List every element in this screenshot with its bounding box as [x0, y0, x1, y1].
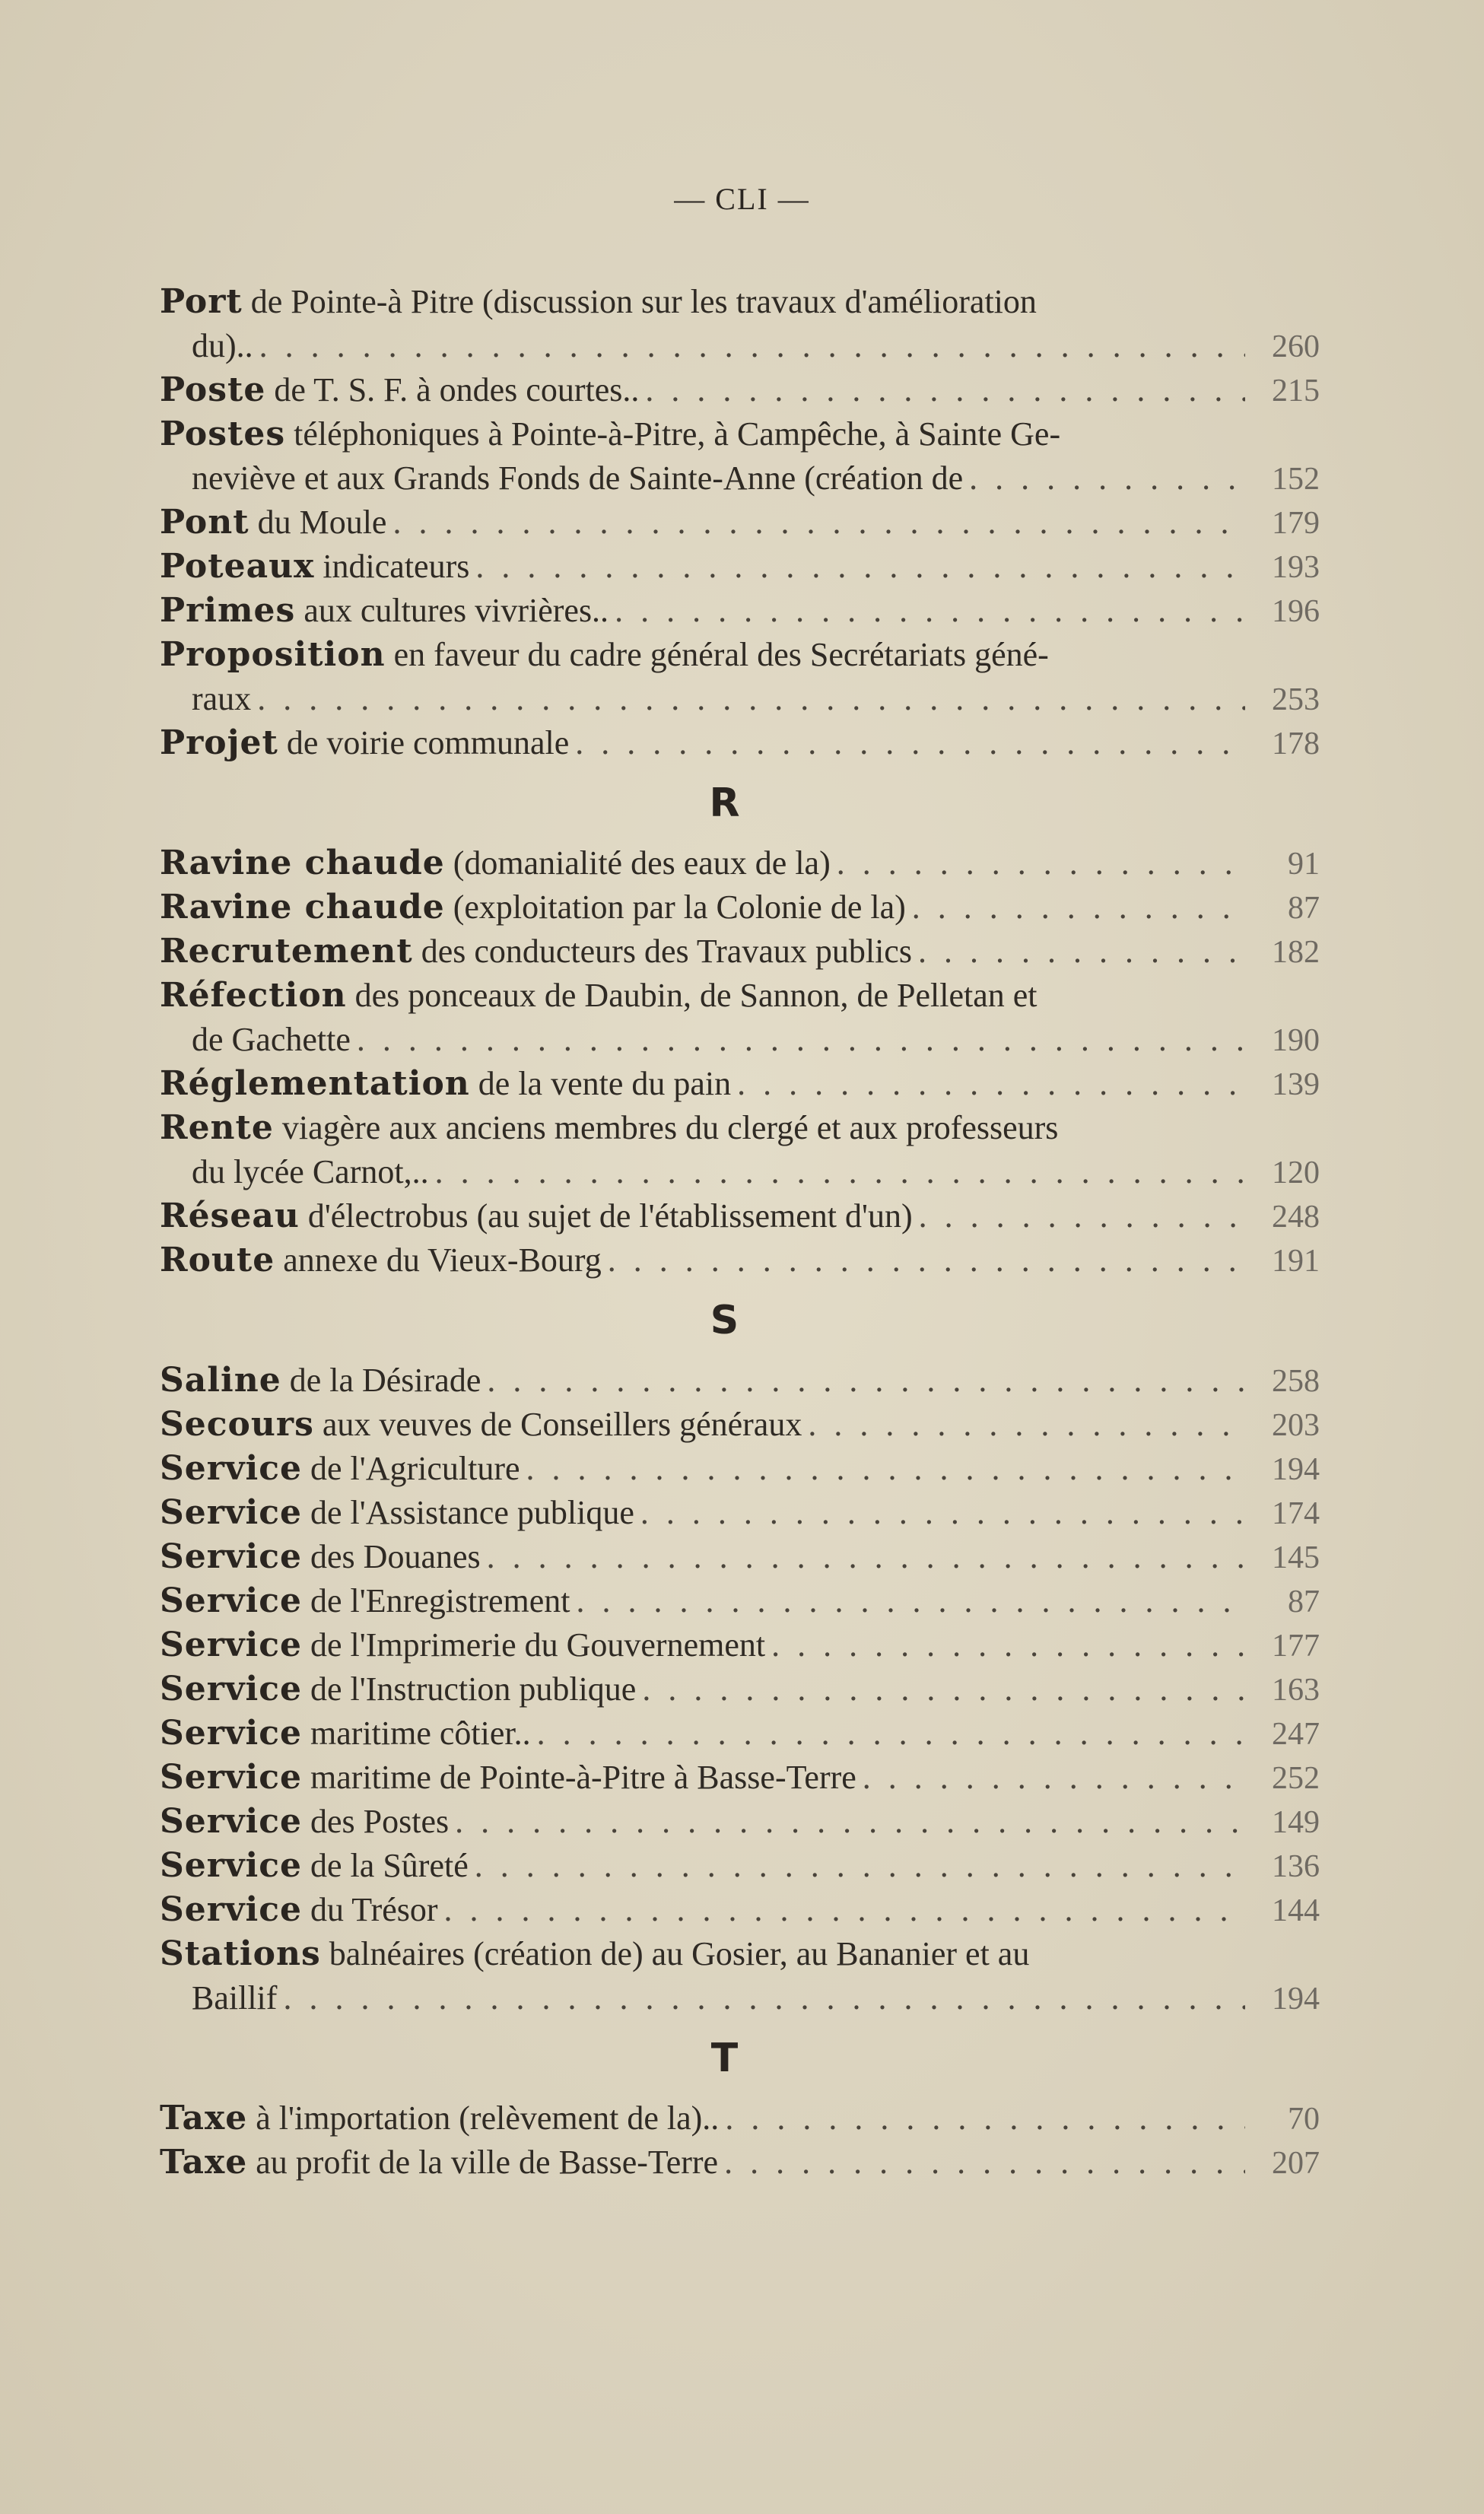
entry-description: de la Désirade — [289, 1362, 481, 1399]
entry-line — [160, 324, 1320, 368]
index-entry — [160, 1491, 1320, 1535]
page-number: 191 — [1272, 1244, 1320, 1279]
page-number: 207 — [1272, 2146, 1320, 2181]
entry-keyword: Projet — [160, 723, 278, 762]
entry-description: indicateurs — [323, 548, 470, 585]
entry-description: en faveur du cadre général des Secrétariats géné- — [393, 636, 1049, 673]
index-entry — [160, 1844, 1320, 1888]
entry-line — [160, 1194, 1320, 1238]
index-entry — [160, 841, 1320, 885]
entry-keyword: Service — [160, 1537, 303, 1576]
leader-dots — [259, 324, 1245, 368]
section-letter: T — [710, 2036, 739, 2081]
page-number: 91 — [1288, 847, 1320, 882]
entry-description: maritime côtier.. — [310, 1715, 531, 1752]
entry-description: Baillif — [192, 1979, 278, 2017]
entry-description: de l'Agriculture — [310, 1450, 520, 1487]
entry-keyword: Service — [160, 1581, 303, 1620]
index-entry — [160, 501, 1320, 545]
entry-line — [160, 1888, 1320, 1932]
entry-line — [160, 1491, 1320, 1535]
page-number: 248 — [1272, 1200, 1320, 1235]
index-entry — [160, 1756, 1320, 1800]
leader-dots — [724, 2141, 1245, 2185]
entry-line — [160, 1447, 1320, 1491]
entry-description: du).. — [192, 327, 253, 364]
index-entry — [160, 1888, 1320, 1932]
index-entry — [160, 1711, 1320, 1756]
index-entry — [160, 1238, 1320, 1282]
entry-line — [160, 1359, 1320, 1403]
entry-description: au profit de la ville de Basse-Terre — [256, 2144, 719, 2181]
leader-dots — [475, 545, 1245, 589]
page-number: 215 — [1272, 373, 1320, 408]
entry-description: aux cultures vivrières.. — [303, 592, 609, 629]
entry-line — [160, 1150, 1320, 1194]
leader-dots — [435, 1150, 1245, 1194]
entry-keyword: Primes — [160, 591, 296, 630]
page-number: 247 — [1272, 1717, 1320, 1752]
index-entry — [160, 1194, 1320, 1238]
leader-dots — [487, 1359, 1245, 1403]
entry-description: de la vente du pain — [478, 1065, 732, 1102]
entry-description: téléphoniques à Pointe-à-Pitre, à Campêche, à Sainte Ge- — [294, 415, 1061, 453]
entry-line — [160, 1932, 1320, 1976]
entry-description: de Gachette — [192, 1021, 351, 1058]
entry-keyword: Secours — [160, 1405, 314, 1444]
entry-keyword: Rente — [160, 1108, 274, 1147]
leader-dots — [537, 1711, 1245, 1756]
leader-dots — [475, 1844, 1245, 1888]
page-number: 152 — [1272, 462, 1320, 497]
page-number: 120 — [1272, 1155, 1320, 1190]
leader-dots — [919, 1194, 1245, 1238]
leader-dots — [575, 721, 1245, 765]
page-number: 139 — [1272, 1067, 1320, 1102]
page-number: 194 — [1272, 1982, 1320, 2017]
index-entry — [160, 2096, 1320, 2141]
entry-line — [160, 1238, 1320, 1282]
entry-line — [160, 1711, 1320, 1756]
page-number: 193 — [1272, 550, 1320, 585]
leader-dots — [487, 1535, 1245, 1579]
entry-line — [160, 280, 1320, 324]
entry-line — [160, 589, 1320, 633]
index-entry — [160, 885, 1320, 930]
leader-dots — [615, 589, 1245, 633]
entry-description: de l'Imprimerie du Gouvernement — [310, 1626, 766, 1664]
entry-keyword: Taxe — [160, 2143, 248, 2182]
page-number: 70 — [1288, 2102, 1320, 2137]
page-number: 145 — [1272, 1540, 1320, 1575]
leader-dots — [455, 1800, 1245, 1844]
entry-description: de la Sûreté — [310, 1847, 469, 1884]
entry-description: (domanialité des eaux de la) — [453, 844, 831, 882]
index-entry — [160, 412, 1320, 501]
entry-description: des ponceaux de Daubin, de Sannon, de Pelletan et — [354, 977, 1038, 1014]
entry-line — [160, 1976, 1320, 2020]
entry-description: de l'Assistance publique — [310, 1494, 634, 1531]
entry-line — [160, 1403, 1320, 1447]
entry-keyword: Service — [160, 1890, 303, 1929]
entry-line — [160, 456, 1320, 501]
entry-description: neviève et aux Grands Fonds de Sainte-Anne (création de — [192, 459, 964, 497]
entry-description: des Postes — [310, 1803, 450, 1840]
leader-dots — [577, 1579, 1245, 1623]
page-number: 179 — [1272, 506, 1320, 541]
leader-dots — [912, 885, 1245, 930]
index-entry — [160, 1359, 1320, 1403]
entry-description: aux veuves de Conseillers généraux — [322, 1406, 802, 1443]
entry-description: du lycée Carnot,.. — [192, 1153, 429, 1190]
page-number: 177 — [1272, 1629, 1320, 1664]
entry-keyword: Réfection — [160, 976, 347, 1015]
index-entry — [160, 280, 1320, 368]
entry-line — [160, 841, 1320, 885]
page-number: 258 — [1272, 1364, 1320, 1399]
entry-line — [160, 545, 1320, 589]
leader-dots — [737, 1062, 1245, 1106]
entry-keyword: Service — [160, 1714, 303, 1753]
section-letter: R — [709, 780, 740, 826]
entry-line — [160, 368, 1320, 412]
leader-dots — [837, 841, 1245, 885]
entry-line — [160, 885, 1320, 930]
entry-keyword: Poste — [160, 370, 266, 409]
leader-dots — [969, 456, 1245, 501]
index-entry — [160, 1535, 1320, 1579]
index-entry — [160, 2141, 1320, 2185]
page-number: 174 — [1272, 1496, 1320, 1531]
entry-keyword: Service — [160, 1802, 303, 1841]
page-number: 182 — [1272, 935, 1320, 970]
page-number: 194 — [1272, 1452, 1320, 1487]
entry-line — [160, 2141, 1320, 2185]
entry-description: balnéaires (création de) au Gosier, au Bananier et au — [329, 1935, 1030, 1972]
entry-description: de l'Enregistrement — [310, 1582, 570, 1619]
entry-keyword: Service — [160, 1758, 303, 1797]
entry-keyword: Service — [160, 1626, 303, 1664]
entry-line — [160, 633, 1320, 677]
page-number: 136 — [1272, 1849, 1320, 1884]
leader-dots — [725, 2096, 1245, 2141]
entry-keyword: Service — [160, 1846, 303, 1885]
index-entry — [160, 1932, 1320, 2020]
page-number: 196 — [1272, 594, 1320, 629]
leader-dots — [283, 1976, 1245, 2020]
entry-line — [160, 1844, 1320, 1888]
entry-description: de voirie communale — [286, 724, 570, 761]
page-number: 149 — [1272, 1805, 1320, 1840]
entry-keyword: Réseau — [160, 1197, 300, 1235]
leader-dots — [444, 1888, 1245, 1932]
entry-line — [160, 1667, 1320, 1711]
entry-line — [160, 1106, 1320, 1150]
section-letter: S — [710, 1298, 739, 1343]
index-entry — [160, 368, 1320, 412]
index-entry — [160, 930, 1320, 974]
entry-keyword: Route — [160, 1241, 275, 1279]
page-number: 253 — [1272, 682, 1320, 717]
entry-line — [160, 930, 1320, 974]
page-number: 252 — [1272, 1761, 1320, 1796]
entry-description: de Pointe-à Pitre (discussion sur les travaux d'amélioration — [250, 283, 1037, 320]
entry-description: de T. S. F. à ondes courtes.. — [274, 371, 640, 408]
entry-description: des Douanes — [310, 1538, 481, 1575]
page-number: 87 — [1288, 1584, 1320, 1619]
entry-keyword: Ravine chaude — [160, 888, 445, 926]
entry-description: du Trésor — [310, 1891, 438, 1928]
index-entry — [160, 545, 1320, 589]
entry-keyword: Proposition — [160, 635, 386, 674]
entry-keyword: Saline — [160, 1361, 281, 1400]
entry-keyword: Port — [160, 282, 243, 321]
entry-line — [160, 1062, 1320, 1106]
entry-keyword: Stations — [160, 1934, 321, 1973]
entry-keyword: Taxe — [160, 2099, 248, 2137]
entry-keyword: Service — [160, 1670, 303, 1708]
leader-dots — [257, 677, 1245, 721]
entry-keyword: Recrutement — [160, 932, 413, 971]
page-number: 203 — [1272, 1408, 1320, 1443]
entry-description: à l'importation (relèvement de la).. — [256, 2099, 720, 2137]
index-entry — [160, 1403, 1320, 1447]
entry-description: (exploitation par la Colonie de la) — [453, 888, 906, 926]
page-number: 87 — [1288, 891, 1320, 926]
page-header: — CLI — — [674, 182, 810, 216]
index-entry — [160, 1447, 1320, 1491]
entry-line — [160, 2096, 1320, 2141]
leader-dots — [808, 1403, 1245, 1447]
alphabetical-index — [160, 280, 1320, 2185]
leader-dots — [918, 930, 1245, 974]
entry-keyword: Postes — [160, 415, 286, 453]
leader-dots — [642, 1667, 1245, 1711]
index-entry — [160, 589, 1320, 633]
index-entry — [160, 1106, 1320, 1194]
leader-dots — [357, 1018, 1245, 1062]
index-entry — [160, 1579, 1320, 1623]
entry-description: de l'Instruction publique — [310, 1670, 637, 1708]
entry-line — [160, 1800, 1320, 1844]
leader-dots — [608, 1238, 1245, 1282]
leader-dots — [645, 368, 1245, 412]
entry-line — [160, 1623, 1320, 1667]
entry-keyword: Pont — [160, 503, 249, 542]
page-number: 144 — [1272, 1893, 1320, 1928]
index-entry — [160, 1062, 1320, 1106]
page-number: 190 — [1272, 1023, 1320, 1058]
entry-description: annexe du Vieux-Bourg — [283, 1241, 602, 1279]
entry-description: d'électrobus (au sujet de l'établissement d'un) — [307, 1197, 913, 1235]
page-number: 260 — [1272, 329, 1320, 364]
entry-description: viagère aux anciens membres du clergé et aux professeurs — [281, 1109, 1059, 1146]
page-number: 178 — [1272, 726, 1320, 761]
entry-keyword: Service — [160, 1449, 303, 1488]
entry-line — [160, 974, 1320, 1018]
leader-dots — [640, 1491, 1245, 1535]
index-entry — [160, 721, 1320, 765]
index-entry — [160, 974, 1320, 1062]
entry-line — [160, 1018, 1320, 1062]
index-entry — [160, 1667, 1320, 1711]
entry-line — [160, 721, 1320, 765]
entry-line — [160, 1535, 1320, 1579]
entry-description: du Moule — [257, 504, 387, 541]
leader-dots — [392, 501, 1245, 545]
entry-line — [160, 501, 1320, 545]
entry-line — [160, 412, 1320, 456]
page-number: 163 — [1272, 1673, 1320, 1708]
entry-line — [160, 677, 1320, 721]
index-entry — [160, 1800, 1320, 1844]
entry-line — [160, 1756, 1320, 1800]
index-entry — [160, 633, 1320, 721]
entry-description: raux — [192, 680, 252, 717]
entry-line — [160, 1579, 1320, 1623]
entry-keyword: Service — [160, 1493, 303, 1532]
leader-dots — [863, 1756, 1245, 1800]
entry-description: maritime de Pointe-à-Pitre à Basse-Terre — [310, 1759, 856, 1796]
entry-keyword: Ravine chaude — [160, 844, 445, 882]
leader-dots — [526, 1447, 1245, 1491]
entry-keyword: Réglementation — [160, 1064, 470, 1103]
entry-description: des conducteurs des Travaux publics — [421, 933, 912, 970]
entry-keyword: Poteaux — [160, 547, 315, 586]
leader-dots — [771, 1623, 1245, 1667]
index-entry — [160, 1623, 1320, 1667]
